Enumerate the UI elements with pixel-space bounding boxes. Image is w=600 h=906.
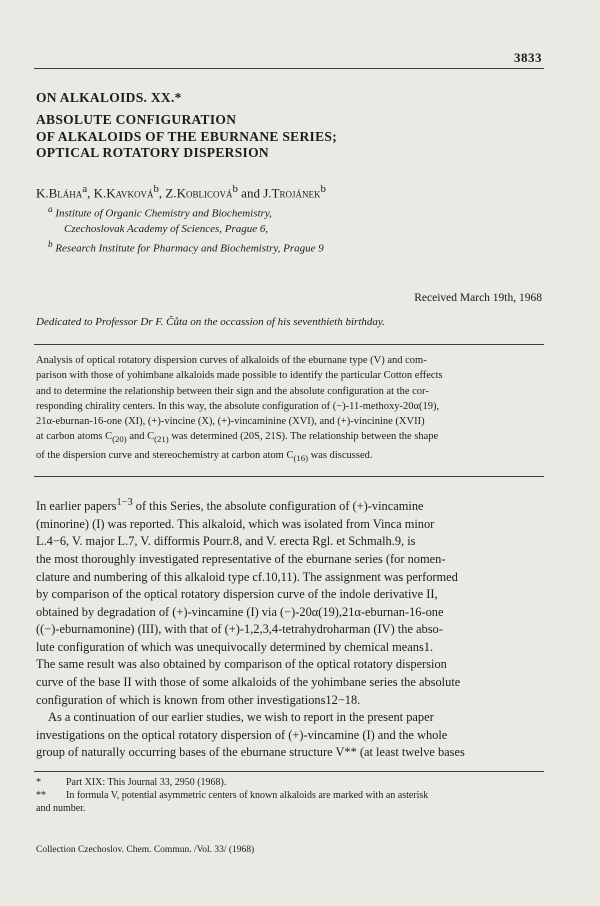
author-separator: , (158, 185, 166, 201)
title-line: OPTICAL ROTATORY DISPERSION (36, 145, 269, 160)
body-line: group of naturally occurring bases of the eburnane structure V** (at least twelve bases (36, 745, 465, 760)
body-line: clature and numbering of this alkaloid type cf.10,11). The assignment was performed (36, 569, 458, 584)
author-name: Z.Koblicová (165, 185, 233, 201)
abstract-line: Analysis of optical rotatory dispersion curves of alkaloids of the eburnane type (V) and com- (36, 355, 427, 366)
abstract-bottom-rule (34, 476, 544, 477)
footnote-text: In formula V, potential asymmetric centers of known alkaloids are marked with an asterisk (66, 790, 429, 801)
body-line: The same result was also obtained by comparison of the optical rotatory dispersion (36, 657, 447, 672)
citation: 1−3 (116, 497, 133, 508)
footnote-mark: ** (36, 790, 46, 801)
affil-mark: b (48, 238, 53, 249)
abstract (36, 353, 544, 466)
text-run: of the dispersion curve and stereochemistry at carbon atom C (36, 449, 294, 461)
body-line: investigations on the optical rotatory dispersion of (+)-vincamine (I) and the whole (36, 727, 448, 742)
body-text (36, 494, 546, 762)
header-rule (34, 68, 544, 69)
dedication: Dedicated to Professor Dr F. Čůta on the occassion of his seventhieth birthday. (36, 316, 385, 328)
subscript: (20) (112, 434, 127, 445)
subscript: (16) (293, 452, 309, 463)
footnote-mark: * (36, 777, 41, 788)
abstract-top-rule (34, 344, 544, 345)
text-run: was determined (20S, 21S). The relationship between the shape (168, 431, 439, 443)
received-date: Received March 19th, 1968 (414, 292, 542, 304)
body-line: (minorine) (I) was reported. This alkaloid, which was isolated from Vinca minor (36, 516, 435, 531)
text-run: was discussed. (308, 449, 373, 461)
body-line: by comparison of the optical rotatory dispersion curve of the indole derivative II, (36, 587, 438, 602)
journal-citation: Collection Czechoslov. Chem. Commun. /Vol. 33/ (1968) (36, 845, 255, 855)
abstract-line: and to determine the relationship between their sign and the absolute configuration at the cor- (36, 385, 429, 397)
body-line: As a continuation of our earlier studies, we wish to report in the present paper (48, 710, 434, 725)
author-affil-mark: b (320, 183, 326, 195)
author-affil-mark: b (153, 183, 159, 195)
page-number: 3833 (514, 50, 542, 65)
text-run: at carbon atoms C (36, 431, 113, 443)
body-line: configuration of which is known from other investigations12−18. (36, 692, 361, 707)
body-line: the most thoroughly investigated representative of the eburnane series (for nomen- (36, 551, 446, 566)
footnote-text: Part XIX: This Journal 33, 2950 (1968). (66, 777, 227, 788)
author-name: K.Kavková (93, 185, 154, 201)
abstract-line: parison with those of yohimbane alkaloids made possible to identify the particular Cotton effects (36, 370, 443, 382)
abstract-line: responding chirality centers. In this way, the absolute configuration of (−)-11-methoxy-20α(19), (36, 400, 440, 412)
abstract-line (36, 429, 544, 447)
body-line: L.4−6, V. major L.7, V. difformis Pourr.8, and V. erecta Rgl. et Schmalh.9, is (36, 534, 416, 549)
author-affil-mark: a (82, 183, 88, 195)
title-line: ABSOLUTE CONFIGURATION (36, 112, 237, 127)
abstract-line (36, 448, 544, 466)
article-title (36, 112, 556, 162)
body-line: lute configuration of which was unequivocally determined by chemical means1. (36, 639, 434, 654)
author-affil-mark: b (232, 183, 238, 195)
body-line: curve of the base II with those of some alkaloids of the yohimbane series the absolute (36, 675, 461, 690)
footnote-text: and number. (36, 803, 86, 814)
footnotes (36, 776, 546, 815)
footnote-rule (34, 771, 544, 772)
body-line: obtained by degradation of (+)-vincamine (I) via (−)-20α(19),21α-eburnan-16-one (36, 604, 444, 619)
author-name: J.Trojánek (263, 185, 321, 201)
series-heading: ON ALKALOIDS. XX.* (36, 90, 182, 105)
affiliation-a-line1: Institute of Organic Chemistry and Biochemistry, (55, 207, 272, 220)
body-line (36, 494, 546, 516)
author-separator: and (237, 185, 264, 201)
text-run: and C (126, 431, 155, 443)
affiliation-b-line1: Research Institute for Pharmacy and Biochemistry, Prague 9 (55, 242, 324, 255)
text-run: In earlier papers (36, 499, 117, 514)
body-line: ((−)-eburnamonine) (III), with that of (+)-1,2,3,4-tetrahydroharman (IV) the abso- (36, 622, 443, 637)
author-name: K.Bláha (36, 185, 83, 201)
title-line: OF ALKALOIDS OF THE EBURNANE SERIES; (36, 128, 337, 144)
text-run: of this Series, the absolute configuration of (+)-vincamine (132, 499, 424, 514)
affiliation-a-line2: Czechoslovak Academy of Sciences, Prague 6, (64, 222, 269, 235)
abstract-line: 21α-eburnan-16-one (XI), (+)-vincine (X), (+)-vincaminine (XVI), and (+)-vincinine (XVII) (36, 416, 425, 428)
subscript: (21) (154, 434, 169, 445)
affiliations (48, 202, 324, 256)
author-separator: , (87, 185, 94, 201)
author-list (36, 183, 326, 201)
affil-mark: a (48, 204, 53, 214)
